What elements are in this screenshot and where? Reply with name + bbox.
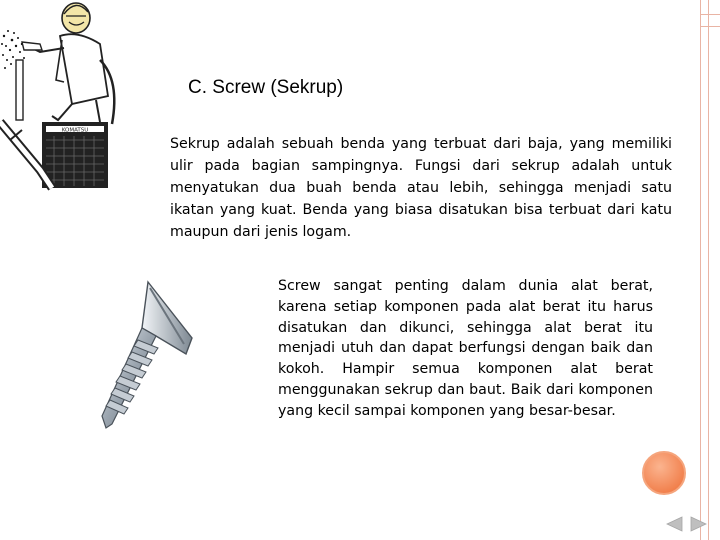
frame-line-top (700, 14, 720, 15)
triangle-left-icon[interactable] (665, 516, 683, 532)
slide-title: C. Screw (Sekrup) (188, 77, 344, 98)
frame-line-top-2 (700, 26, 720, 27)
paragraph-importance: Screw sangat penting dalam dunia alat berat, karena setiap komponen pada alat berat itu harus disatukan dan dikunci, sehingga alat berat itu menjadi utuh dan dapat berfungsi dengan baik dan kokoh. Hampir semua komponen alat berat menggunakan sekrup dan baut. Baik dari komponen yang kecil sampai komponen yang besar-besar. (278, 278, 653, 419)
frame-line-right (708, 0, 709, 540)
clipart-brand-text: KOMATSU (61, 127, 89, 134)
screw-icon (98, 278, 198, 430)
orange-circle-icon (641, 450, 687, 496)
worker-with-machine-icon (0, 0, 125, 200)
frame-line-left (700, 0, 701, 540)
triangle-right-icon[interactable] (690, 516, 708, 532)
paragraph-definition: Sekrup adalah sebuah benda yang terbuat dari baja, yang memiliki ulir pada bagian sampingnya. Fungsi dari sekrup adalah untuk menyatukan dua buah benda atau lebih, sehingga menjadi satu ikatan yang kuat. Benda yang biasa disatukan bisa terbuat dari katu maupun dari jenis logam. (170, 136, 672, 240)
